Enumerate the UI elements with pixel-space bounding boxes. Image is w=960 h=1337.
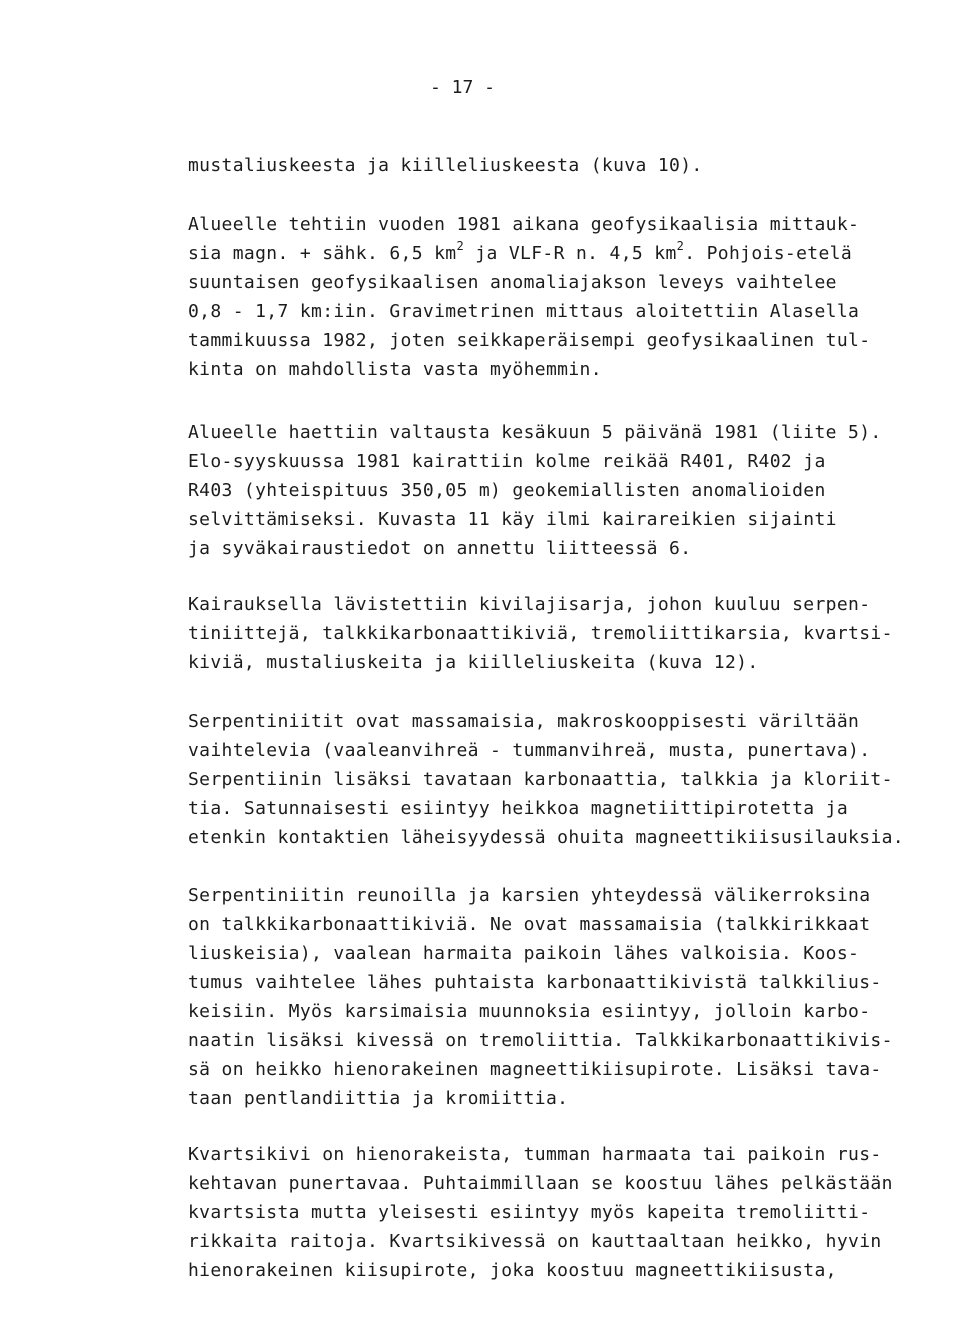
- text-line: Serpentiniitin reunoilla ja karsien yhteydessä välikerroksina: [188, 885, 871, 906]
- paragraph-6: [188, 881, 948, 1113]
- paragraph-4: [188, 590, 948, 677]
- text-line: kinta on mahdollista vasta myöhemmin.: [188, 359, 602, 380]
- superscript: 2: [456, 239, 465, 253]
- text-segment: ja VLF-R n. 4,5 km: [464, 243, 677, 264]
- text-line: vaihtelevia (vaaleanvihreä - tummanvihreä, musta, punertava).: [188, 740, 871, 761]
- text-line: Alueelle tehtiin vuoden 1981 aikana geofysikaalisia mittauk-: [188, 214, 860, 235]
- text-line: tumus vaihtelee lähes puhtaista karbonaattikivistä talkkilius-: [188, 972, 882, 993]
- text-line: tammikuussa 1982, joten seikkaperäisempi geofysikaalinen tul-: [188, 330, 871, 351]
- text-line: Serpentiniitit ovat massamaisia, makroskooppisesti väriltään: [188, 711, 860, 732]
- superscript: 2: [676, 239, 685, 253]
- text-line: keisiin. Myös karsimaisia muunnoksia esiintyy, jolloin karbo-: [188, 1001, 871, 1022]
- text-line: ja syväkairaustiedot on annettu liitteessä 6.: [188, 538, 692, 559]
- text-segment: sia magn. + sähk. 6,5 km: [188, 243, 457, 264]
- text-line: 0,8 - 1,7 km:iin. Gravimetrinen mittaus aloitettiin Alasella: [188, 301, 860, 322]
- text-line: on talkkikarbonaattikiviä. Ne ovat massamaisia (talkkirikkaat: [188, 914, 871, 935]
- text-line: Kvartsikivi on hienorakeista, tumman harmaata tai paikoin rus-: [188, 1144, 882, 1165]
- text-line: rikkaita raitoja. Kvartsikivessä on kauttaaltaan heikko, hyvin: [188, 1231, 882, 1252]
- text-line: tia. Satunnaisesti esiintyy heikkoa magnetiittipirotetta ja: [188, 798, 849, 819]
- text-line: kiviä, mustaliuskeita ja kiilleliuskeita (kuva 12).: [188, 652, 759, 673]
- text-line: Serpentiinin lisäksi tavataan karbonaattia, talkkia ja kloriit-: [188, 769, 893, 790]
- text-line: R403 (yhteispituus 350,05 m) geokemiallisten anomalioiden: [188, 480, 826, 501]
- text-line: mustaliuskeesta ja kiilleliuskeesta (kuva 10).: [188, 155, 703, 176]
- paragraph-7: [188, 1140, 948, 1285]
- text-line: Alueelle haettiin valtausta kesäkuun 5 päivänä 1981 (liite 5).: [188, 422, 882, 443]
- paragraph-3: [188, 418, 948, 563]
- text-line: etenkin kontaktien läheisyydessä ohuita magneettikiisusilauksia.: [188, 827, 904, 848]
- text-line: hienorakeinen kiisupirote, joka koostuu magneettikiisusta,: [188, 1260, 837, 1281]
- paragraph-1: [188, 151, 948, 180]
- text-line: kehtavan punertavaa. Puhtaimmillaan se koostuu lähes pelkästään: [188, 1173, 893, 1194]
- text-line: tiniittejä, talkkikarbonaattikiviä, tremoliittikarsia, kvartsi-: [188, 623, 893, 644]
- text-line: suuntaisen geofysikaalisen anomaliajakson leveys vaihtelee: [188, 272, 837, 293]
- text-line: liuskeisia), vaalean harmaita paikoin lähes valkoisia. Koos-: [188, 943, 860, 964]
- text-line: selvittämiseksi. Kuvasta 11 käy ilmi kairareikien sijainti: [188, 509, 837, 530]
- page-number: - 17 -: [430, 77, 496, 98]
- text-line: sä on heikko hienorakeinen magneettikiisupirote. Lisäksi tava-: [188, 1059, 882, 1080]
- text-segment: . Pohjois-etelä: [684, 243, 853, 264]
- text-line: Elo-syyskuussa 1981 kairattiin kolme reikää R401, R402 ja: [188, 451, 826, 472]
- text-line: taan pentlandiittia ja kromiittia.: [188, 1088, 569, 1109]
- text-line-with-superscripts: [188, 239, 948, 268]
- paragraph-5: [188, 707, 948, 852]
- text-line: Kairauksella lävistettiin kivilajisarja, johon kuuluu serpen-: [188, 594, 871, 615]
- text-line: kvartsista mutta yleisesti esiintyy myös kapeita tremoliitti-: [188, 1202, 871, 1223]
- paragraph-2: [188, 210, 948, 384]
- text-line: naatin lisäksi kivessä on tremoliittia. Talkkikarbonaattikivis-: [188, 1030, 893, 1051]
